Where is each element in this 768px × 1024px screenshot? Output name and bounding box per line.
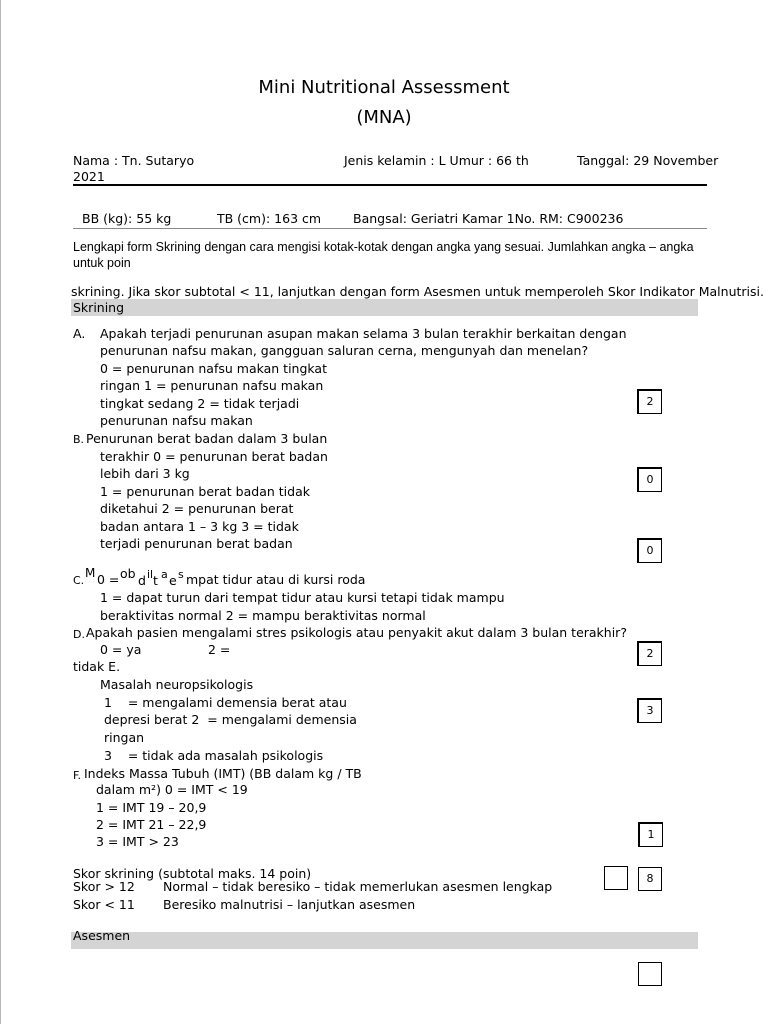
screening-score-box[interactable]: 8 (638, 867, 662, 891)
question-e-option: 1 = mengalami demensia berat atau (100, 695, 347, 710)
question-c-fragment: il (147, 568, 154, 581)
question-a-line: Apakah terjadi penurunan asupan makan selama 3 bulan terakhir berkaitan dengan (100, 326, 627, 341)
patient-sex-age: Jenis kelamin : L Umur : 66 th (344, 153, 529, 168)
question-c-option: 1 = dapat turun dari tempat tidur atau kursi tetapi tidak mampu (100, 590, 505, 605)
question-f-letter: F. (73, 769, 82, 782)
question-b-option: diketahui 2 = penurunan berat (100, 501, 294, 516)
assessment-section-header (71, 928, 698, 949)
screening-score-label: Skor skrining (subtotal maks. 14 poin) (73, 866, 312, 881)
page-edge (0, 0, 1, 1024)
score-risk-condition: Skor < 11 (73, 897, 135, 912)
question-f-line: dalam m²) 0 = IMT < 19 (96, 782, 248, 797)
question-f-line: Indeks Massa Tubuh (IMT) (BB dalam kg / TB (84, 766, 362, 781)
screening-section-header (71, 299, 698, 316)
patient-weight: BB (kg): 55 kg (82, 211, 172, 226)
question-b-option: terjadi penurunan berat badan (100, 536, 293, 551)
question-c-fragment: t (153, 573, 158, 588)
question-b-line: terakhir 0 = penurunan berat badan (100, 449, 328, 464)
score-normal-text: Normal – tidak beresiko – tidak memerlukan asesmen lengkap (163, 879, 553, 894)
question-e-option: 3 = tidak ada masalah psikologis (100, 748, 324, 763)
question-d-line: Apakah pasien mengalami stres psikologis atau penyakit akut dalam 3 bulan terakhir? (86, 625, 627, 640)
screening-score-empty-box[interactable] (604, 866, 628, 890)
question-a-letter: A. (73, 326, 86, 341)
patient-name: Nama : Tn. Sutaryo (73, 153, 195, 168)
screening-header-label: Skrining (73, 300, 125, 315)
instructions-line2: untuk poin (73, 256, 131, 270)
patient-ward-record: Bangsal: Geriatri Kamar 1No. RM: C900236 (353, 211, 624, 226)
question-c-option: beraktivitas normal 2 = mampu beraktivitas normal (100, 608, 426, 623)
question-c-letter: C. (73, 574, 85, 587)
question-f-option: 2 = IMT 21 – 22,9 (96, 817, 207, 832)
instructions-line1: Lengkapi form Skrining dengan cara mengisi kotak-kotak dengan angka yang sesuai. Jumlahkan angka – angka (73, 240, 694, 254)
question-d-letter: D. (73, 628, 85, 641)
assessment-score-box[interactable] (638, 962, 662, 986)
question-e-option: ringan (100, 730, 145, 745)
question-a-option: 0 = penurunan nafsu makan tingkat (100, 361, 327, 376)
instructions-line3: skrining. Jika skor subtotal < 11, lanjutkan dengan form Asesmen untuk memperoleh Skor Indikator Malnutrisi. (71, 284, 764, 299)
info-divider (73, 228, 707, 229)
question-c-fragment: M (85, 566, 96, 580)
question-e-line: Masalah neuropsikologis (100, 677, 254, 692)
question-e-option: depresi berat 2 = mengalami demensia (100, 712, 357, 727)
header-divider (73, 184, 707, 186)
question-d-option: tidak E. (73, 659, 121, 674)
question-c-fragment: s (178, 568, 184, 581)
question-c-fragment: ob (120, 566, 136, 581)
question-a-option: ringan 1 = penurunan nafsu makan (100, 378, 324, 393)
patient-height: TB (cm): 163 cm (217, 211, 322, 226)
question-b-line: Penurunan berat badan dalam 3 bulan (86, 431, 328, 446)
assessment-date: Tanggal: 29 November (577, 153, 719, 168)
question-a-option: tingkat sedang 2 = tidak terjadi (100, 396, 300, 411)
question-b-option: badan antara 1 – 3 kg 3 = tidak (100, 519, 299, 534)
question-d-option: 2 = (208, 642, 231, 657)
question-a-option: penurunan nafsu makan (100, 413, 253, 428)
question-c-fragment: e (169, 573, 177, 588)
question-c-score-box[interactable]: 0 (637, 538, 662, 563)
question-a-line: penurunan nafsu makan, gangguan saluran cerna, mengunyah dan menelan? (100, 343, 589, 358)
question-c-line: mpat tidur atau di kursi roda (186, 572, 366, 587)
question-f-option: 3 = IMT > 23 (96, 834, 179, 849)
question-d-option: 0 = ya (100, 642, 142, 657)
question-b-score-box[interactable]: 0 (637, 467, 662, 492)
question-f-option: 1 = IMT 19 – 20,9 (96, 800, 207, 815)
score-normal-condition: Skor > 12 (73, 879, 135, 894)
assessment-year: 2021 (73, 169, 105, 184)
question-b-option: lebih dari 3 kg (100, 466, 190, 481)
question-e-score-box[interactable]: 3 (637, 698, 662, 723)
question-f-score-box[interactable]: 1 (638, 822, 663, 847)
question-b-letter: B. (73, 433, 85, 446)
question-a-score-box[interactable]: 2 (637, 389, 662, 414)
question-c-fragment: d (138, 573, 146, 588)
form-subtitle: (MNA) (356, 107, 412, 128)
form-title: Mini Nutritional Assessment (258, 77, 510, 98)
question-c-fragment: a (161, 568, 168, 581)
question-b-option: 1 = penurunan berat badan tidak (100, 484, 310, 499)
question-c-fragment: 0 = (97, 572, 120, 587)
question-d-score-box[interactable]: 2 (637, 641, 662, 666)
assessment-header-label: Asesmen (73, 928, 131, 943)
score-risk-text: Beresiko malnutrisi – lanjutkan asesmen (163, 897, 416, 912)
